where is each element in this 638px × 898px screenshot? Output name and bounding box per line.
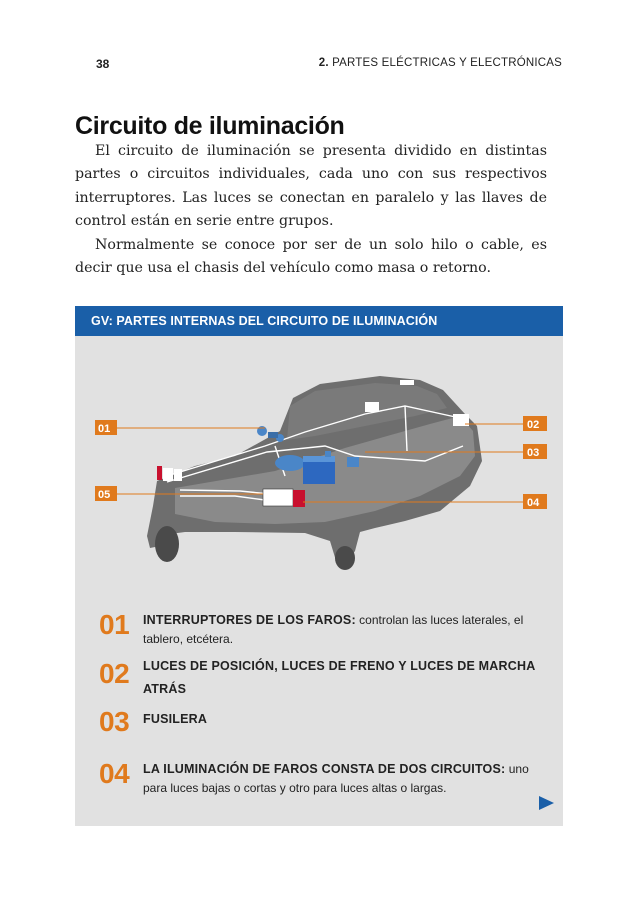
fuse-box bbox=[303, 460, 335, 484]
callout-02 bbox=[523, 416, 547, 431]
body-text bbox=[75, 140, 547, 280]
relay bbox=[325, 451, 331, 457]
legend-label: INTERRUPTORES DE LOS FAROS: bbox=[143, 613, 356, 627]
headlight bbox=[157, 466, 162, 480]
section-title: Circuito de iluminación bbox=[75, 112, 345, 140]
roof-mark bbox=[400, 380, 414, 385]
panel-title: GV: PARTES INTERNAS DEL CIRCUITO DE ILUMINACIÓN bbox=[91, 314, 438, 328]
chapter-number: 2. bbox=[318, 57, 329, 69]
callout-01 bbox=[95, 420, 117, 435]
callout-label: 03 bbox=[527, 447, 540, 459]
component bbox=[275, 455, 305, 471]
callout-label: 04 bbox=[527, 497, 540, 509]
paragraph: El circuito de iluminación se presenta dividido en distintas partes o circuitos individuales, cada uno con sus respectivos interruptores. Las luces se conectan en paralelo y las llaves de control están en serie entre grupos. bbox=[75, 143, 547, 230]
panel-header bbox=[75, 306, 563, 336]
infographic-panel bbox=[75, 306, 563, 826]
callout-04 bbox=[523, 494, 547, 509]
top-light bbox=[365, 402, 379, 412]
legend-text bbox=[143, 655, 543, 701]
legend-text bbox=[143, 611, 543, 648]
rear-wheel bbox=[335, 546, 355, 570]
headlight bbox=[163, 468, 173, 481]
legend-text bbox=[143, 760, 543, 797]
page-number: 38 bbox=[96, 57, 110, 71]
relay bbox=[347, 457, 359, 467]
callout-05 bbox=[95, 486, 117, 501]
legend-number: 01 bbox=[99, 609, 130, 640]
switch-body bbox=[268, 432, 278, 438]
chapter-title: PARTES ELÉCTRICAS Y ELECTRÓNICAS bbox=[332, 57, 562, 69]
car-diagram bbox=[75, 336, 563, 586]
legend-description: controlan las luces laterales, el tablero, etcétera. bbox=[143, 613, 524, 646]
callout-label: 01 bbox=[98, 423, 111, 435]
legend-number: 03 bbox=[99, 706, 130, 737]
callout-label: 02 bbox=[527, 419, 540, 431]
headlight bbox=[174, 469, 182, 481]
legend-label: LA ILUMINACIÓN DE FAROS CONSTA DE DOS CIRCUITOS: bbox=[143, 762, 506, 776]
rear-light bbox=[293, 490, 305, 507]
play-arrow-icon bbox=[539, 796, 554, 810]
legend-text bbox=[143, 710, 543, 729]
legend-label: FUSILERA bbox=[143, 712, 208, 726]
paragraph: Normalmente se conoce por ser de un solo hilo o cable, es decir que usa el chasis del vehículo como masa o retorno. bbox=[75, 236, 547, 277]
callout-label: 05 bbox=[98, 489, 111, 501]
callout-03 bbox=[523, 444, 547, 459]
legend-description: uno para luces bajas o cortas y otro para luces altas o largas. bbox=[143, 762, 529, 795]
rear-light bbox=[263, 489, 293, 506]
legend-label: LUCES DE POSICIÓN, LUCES DE FRENO Y LUCES DE MARCHA ATRÁS bbox=[143, 659, 535, 696]
front-wheel bbox=[155, 526, 179, 562]
legend-number: 04 bbox=[99, 758, 130, 789]
legend-number: 02 bbox=[99, 658, 130, 689]
chapter-heading bbox=[319, 57, 562, 69]
